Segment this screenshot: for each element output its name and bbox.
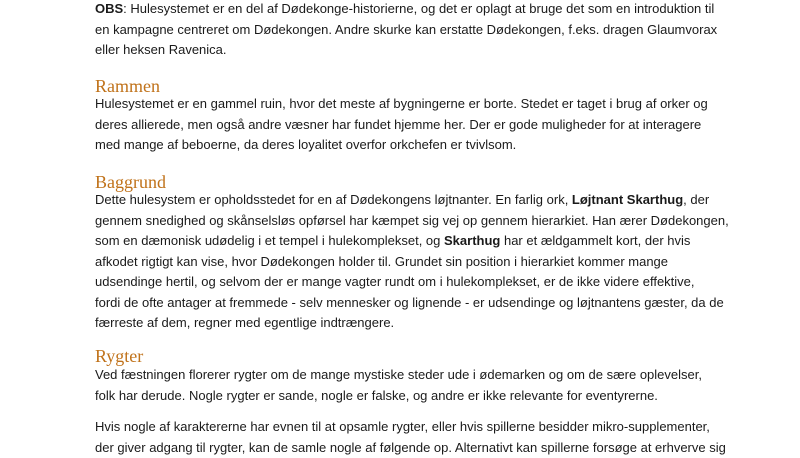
obs-paragraph xyxy=(95,0,717,61)
skarthug-title: Løjtnant Skarthug xyxy=(572,192,683,207)
rammen-line-3: med mange af beboerne, da deres loyalitet overfor orkchefen er tvivlsom. xyxy=(95,135,708,156)
baggrund-line-5: udsendinge hertil, og selvom der er mange vagter rundt om i hulekomplekset, er de ikke videre effektive, xyxy=(95,272,729,293)
heading-rygter: Rygter xyxy=(95,346,143,366)
rygter-p2-line-2: der giver adgang til rygter, kan de samle nogle af følgende op. Alternativt kan spillerne forsøge at erhverve sig xyxy=(95,438,726,458)
skarthug-name: Skarthug xyxy=(444,233,500,248)
baggrund-line-1: Dette hulesystem er opholdsstedet for en af Dødekongens løjtnanter. En farlig ork, Løjtnant Skarthug, der xyxy=(95,190,729,211)
rammen-paragraph xyxy=(95,94,708,156)
heading-baggrund: Baggrund xyxy=(95,172,166,192)
rammen-line-2: deres allierede, men også andre væsner har fundet hjemme her. Der er gode muligheder for at interagere xyxy=(95,115,708,136)
heading-rammen: Rammen xyxy=(95,76,160,96)
rygter-p1-line-2: folk har derude. Nogle rygter er sande, nogle er falske, og andre er ikke relevante for eventyrerne. xyxy=(95,386,702,407)
baggrund-paragraph xyxy=(95,190,729,334)
obs-line-3: eller heksen Ravenica. xyxy=(95,40,717,61)
baggrund-line-7: færreste af dem, regner med egentlige indtrængere. xyxy=(95,313,729,334)
obs-line-1: OBS: Hulesystemet er en del af Dødekonge-historierne, og det er oplagt at bruge det som en introduktion til xyxy=(95,0,717,20)
baggrund-line-2: gennem snedighed og skånselsløs opførsel har kæmpet sig vej op gennem hierarkiet. Han ærer Dødekongen, xyxy=(95,211,729,232)
rygter-paragraph-1 xyxy=(95,365,702,406)
rygter-p2-line-1: Hvis nogle af karaktererne har evnen til at opsamle rygter, eller hvis spillerne besidder mikro-supplementer, xyxy=(95,417,726,438)
obs-line-2: en kampagne centreret om Dødekongen. Andre skurke kan erstatte Dødekongen, f.eks. dragen Glaumvorax xyxy=(95,20,717,41)
rammen-line-1: Hulesystemet er en gammel ruin, hvor det meste af bygningerne er borte. Stedet er taget i brug af orker og xyxy=(95,94,708,115)
baggrund-line-4: afkodet rigtigt kan vise, hvor Dødekongen holder til. Grundet sin position i hierarkiet kommer mange xyxy=(95,252,729,273)
baggrund-line-3: som en dæmonisk udødelig i et tempel i hulekomplekset, og Skarthug har et ældgammelt kort, der hvis xyxy=(95,231,729,252)
rygter-paragraph-2 xyxy=(95,417,726,458)
baggrund-line-6: fordi de ofte antager at fremmede - selv mennesker og lignende - er udsendinge og løjtnantens gæster, da de xyxy=(95,293,729,314)
obs-label: OBS xyxy=(95,1,123,16)
rygter-p1-line-1: Ved fæstningen florerer rygter om de mange mystiske steder ude i ødemarken og om de sære oplevelser, xyxy=(95,365,702,386)
